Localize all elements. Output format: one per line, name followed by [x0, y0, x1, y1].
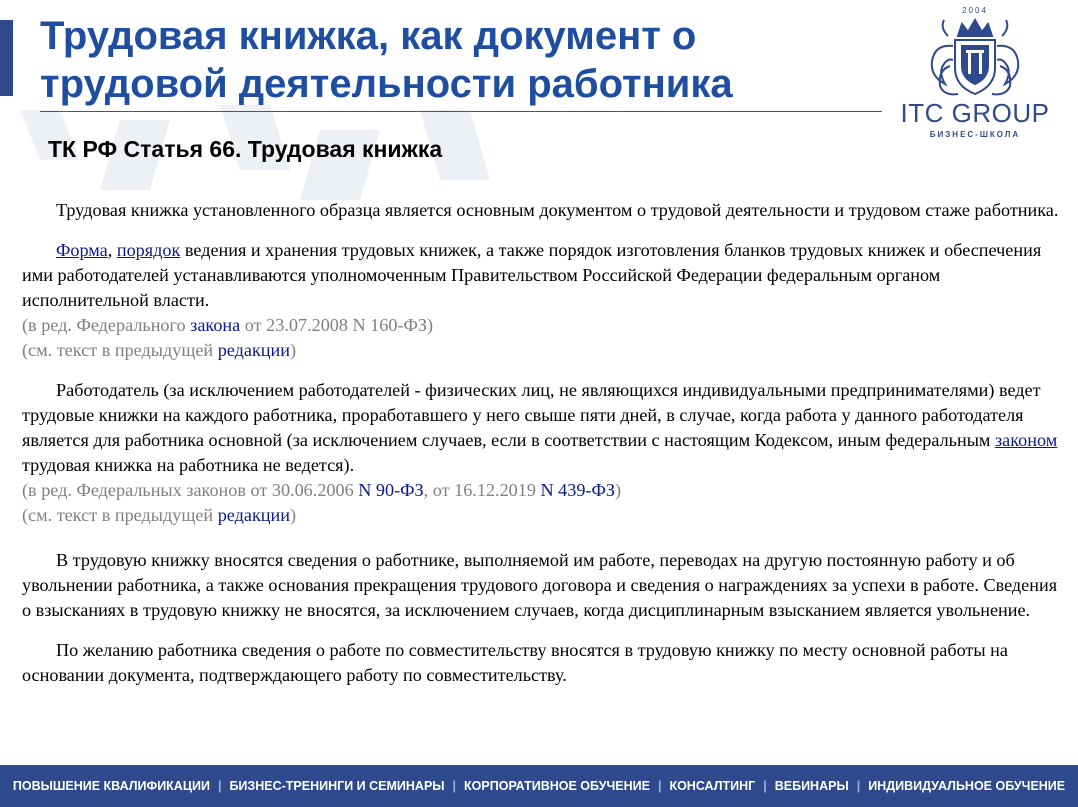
logo-name: ITC GROUP	[900, 98, 1050, 128]
paragraph-3-text: Работодатель (за исключением работодателей - физических лиц, не являющихся индивидуальными предпринимателями) ведет трудовые книжки на каждого работника, проработавшего у него свыше пяти дней, в случае, когда работа у данного работодателя является для работника основной (за исключением случаев, если в соответствии с настоящим Кодексом, иным федеральным	[22, 380, 1041, 450]
footer-separator: |	[763, 779, 767, 793]
footer-item-trainings[interactable]: БИЗНЕС-ТРЕНИНГИ И СЕМИНАРЫ	[229, 779, 445, 793]
paragraph-3-end: трудовая книжка на работника не ведется).	[22, 455, 355, 475]
link-order[interactable]: порядок	[116, 240, 181, 260]
revision-note-2	[22, 338, 1067, 363]
note-text: )	[615, 480, 622, 500]
footer-item-webinars[interactable]: ВЕБИНАРЫ	[774, 779, 849, 793]
title-divider	[40, 111, 882, 112]
link-law[interactable]: закона	[190, 315, 241, 335]
footer-separator: |	[452, 779, 457, 793]
footer-item-corporate[interactable]: КОРПОРАТИВНОЕ ОБУЧЕНИЕ	[464, 779, 650, 793]
footer-separator: |	[657, 779, 662, 793]
note-text: (см. текст в предыдущей	[22, 505, 218, 525]
paragraph-1: Трудовая книжка установленного образца является основным документом о трудовой деятельности и трудовом стаже работника.	[56, 200, 1059, 220]
note-text: )	[289, 505, 297, 525]
footer-separator: |	[856, 779, 861, 793]
paragraph-5: По желанию работника сведения о работе по совместительству вносятся в трудовую книжку по месту основной работы на основании документа, подтверждающего работу по совместительству.	[22, 640, 1008, 685]
footer-separator: |	[217, 779, 222, 793]
revision-note-4	[22, 503, 1067, 528]
link-previous-revision[interactable]: редакции	[217, 505, 290, 525]
title-accent-bar	[0, 20, 13, 96]
paragraph-2	[22, 238, 1067, 313]
link-form[interactable]: Форма	[56, 240, 108, 260]
note-text: (в ред. Федеральных законов от 30.06.2006	[22, 480, 359, 500]
link-federal-law[interactable]: законом	[994, 430, 1058, 450]
paragraph-4: В трудовую книжку вносятся сведения о работнике, выполняемой им работе, переводах на другую постоянную работу и об увольнении работника, а также основания прекращения трудового договора и сведения о награждениях за успехи в работе. Сведения о взысканиях в трудовую книжку не вносятся, за исключением случаев, когда дисциплинарным взысканием является увольнение.	[22, 550, 1058, 620]
note-text: )	[289, 340, 297, 360]
logo-year: 2004	[962, 6, 988, 15]
slide-title: Трудовая книжка, как документ о трудовой деятельности работника	[40, 14, 733, 106]
paragraph-2-text: ведения и хранения трудовых книжек, а также порядок изготовления бланков трудовых книжек и обеспечения ими работодателей устанавливаются уполномоченным Правительством Российской Федерации федеральным органом исполнительной власти.	[22, 240, 1042, 310]
link-law-439[interactable]: N 439-ФЗ	[540, 480, 615, 500]
note-text: (см. текст в предыдущей	[22, 340, 218, 360]
logo-subtitle: БИЗНЕС-ШКОЛА	[929, 130, 1021, 139]
article-title: ТК РФ Статья 66. Трудовая книжка	[48, 136, 443, 162]
note-text: (в ред. Федерального	[22, 315, 191, 335]
link-law-90[interactable]: N 90-ФЗ	[358, 480, 424, 500]
note-text: от 23.07.2008 N 160-ФЗ)	[240, 315, 434, 335]
article-body	[22, 198, 1067, 688]
footer-item-individual[interactable]: ИНДИВИДУАЛЬНОЕ ОБУЧЕНИЕ	[868, 779, 1066, 793]
footer-item-qualification[interactable]: ПОВЫШЕНИЕ КВАЛИФИКАЦИИ	[12, 779, 210, 793]
footer-nav	[0, 765, 1078, 807]
revision-note-1	[22, 313, 1067, 338]
revision-note-3	[22, 478, 1067, 503]
paragraph-2-sep: ,	[107, 240, 117, 260]
paragraph-3	[22, 378, 1067, 478]
note-text: , от 16.12.2019	[423, 480, 541, 500]
footer-item-consulting[interactable]: КОНСАЛТИНГ	[669, 779, 756, 793]
link-previous-revision[interactable]: редакции	[217, 340, 290, 360]
